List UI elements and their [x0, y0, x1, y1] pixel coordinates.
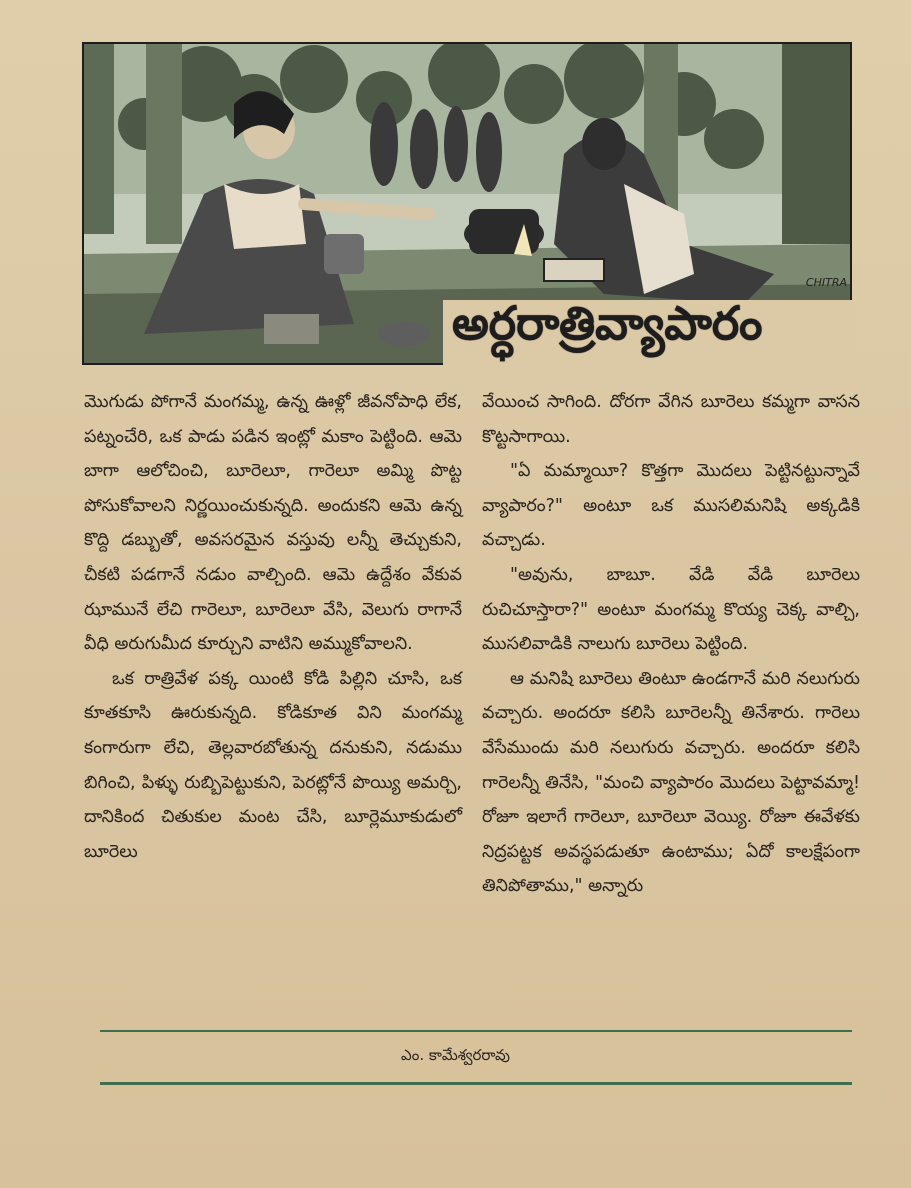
illustrator-signature: CHITRA	[805, 276, 847, 289]
paragraph: "అవును, బాబూ. వేడి వేడి బూరెలు రుచిచూస్తారా?" అంటూ మంగమ్మ కొయ్య చెక్క వాల్చి, ముసలివాడికి నాలుగు బూరెలు పెట్టింది.	[482, 564, 860, 655]
author-name: ఎం. కామేశ్వరరావు	[401, 1046, 510, 1064]
paragraph: "ఏ మమ్మాయీ? కొత్తగా మొదలు పెట్టినట్టున్నావే వ్యాపారం?" అంటూ ఒక ముసలిమనిషి అక్కడికి వచ్చాడు.	[482, 461, 860, 551]
paragraph: ఆ మనిషి బూరెలు తింటూ ఉండగానే మరి నలుగురు వచ్చారు. అందరూ కలిసి బూరెలన్నీ తినేశారు. గారెలు వేసేముందు మరి నలుగురు వచ్చారు. అందరూ కలిసి గారెలన్నీ తినేసి, "మంచి వ్యాపారం మొదలు పెట్టావమ్మా! రోజూ ఇలాగే గారెలూ, బూరెలూ వెయ్యి. రోజూ ఈవేళకు నిద్రపట్టక అవస్థపడుతూ ఉంటాము; ఏదో కాలక్షేపంగా తినిపోతాము," అన్నారు	[482, 668, 860, 897]
paragraph: ఒక రాత్రివేళ పక్క యింటి కోడి పిల్లిని చూసి, ఒక కూతకూసి ఊరుకున్నది. కోడికూత విని మంగమ్మ కంగారుగా లేచి, తెల్లవారబోతున్న దనుకుని, నడుము బిగించి, పిళ్ళు రుబ్బిపెట్టుకుని, పెరట్లోనే పొయ్యి అమర్చి, దానికింద చితుకుల మంట చేసి, బూర్లెమూకుడులో బూరెలు	[84, 668, 462, 862]
story-title: అర్ధరాత్రివ్యాపారం	[452, 296, 763, 350]
paragraph: మొగుడు పోగానే మంగమ్మ, ఉన్న ఊళ్లో జీవనోపాధి లేక, పట్నంచేరి, ఒక పాడు పడిన ఇంట్లో మకాం పెట్టింది. ఆమె బాగా ఆలోచించి, బూరెలూ, గారెలూ అమ్మి పొట్ట పోసుకోవాలని నిర్ణయించుకున్నది. అందుకని ఆమె ఉన్న కొద్ది డబ్బుతో, అవసరమైన వస్తువు లన్నీ తెచ్చుకుని, చీకటి పడగానే నడుం వాల్చింది. ఆమె ఉద్దేశం వేకువ ఝామునే లేచి గారెలూ, బూరెలూ వేసి, వెలుగు రాగానే వీధి అరుగుమీద కూర్చుని వాటిని అమ్ముకోవాలని.	[84, 392, 462, 655]
divider-line	[100, 1082, 852, 1085]
paragraph: వేయించ సాగింది. దోరగా వేగిన బూరెలు కమ్మగా వాసన కొట్టసాగాయి.	[482, 392, 860, 447]
divider-line	[100, 1030, 852, 1032]
left-column	[84, 385, 462, 869]
right-column	[482, 385, 860, 904]
